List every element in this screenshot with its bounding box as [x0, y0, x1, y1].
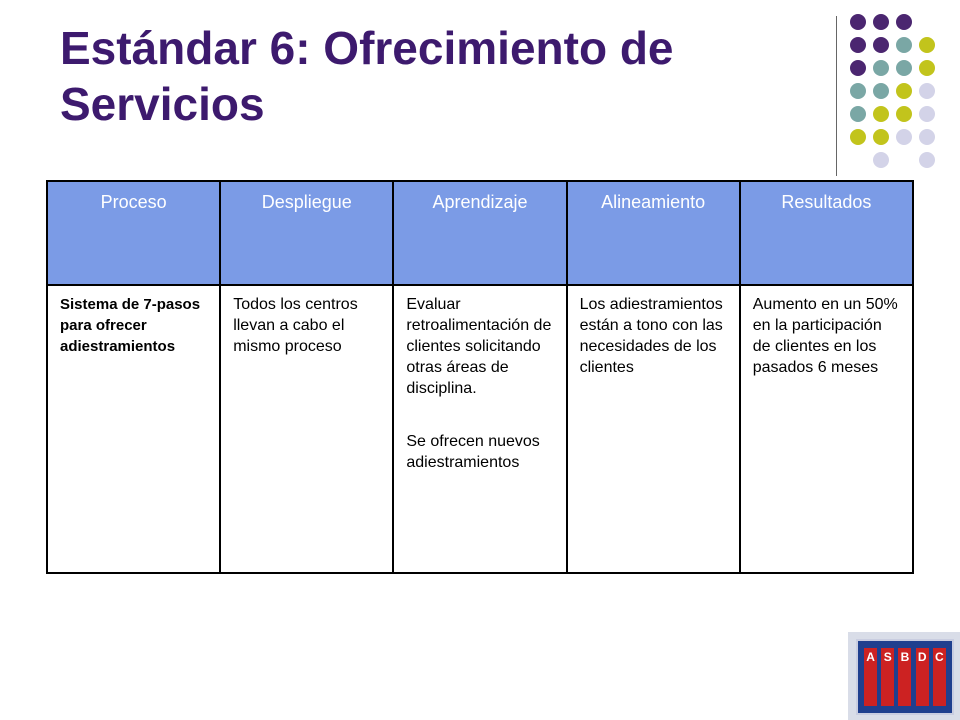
decorative-dot — [896, 60, 912, 76]
decorative-dot — [850, 129, 866, 145]
slide-title: Estándar 6: Ofrecimiento de Servicios — [60, 22, 674, 130]
decorative-dot — [919, 129, 935, 145]
header-proceso: Proceso — [47, 181, 220, 285]
decorative-dot — [896, 37, 912, 53]
table-row — [47, 285, 913, 573]
table-header-row — [47, 181, 913, 285]
decorative-dot — [919, 83, 935, 99]
header-alineamiento: Alineamiento — [567, 181, 740, 285]
decorative-dot — [850, 60, 866, 76]
cell-aprendizaje-paragraph-1: Evaluar retroalimentación de clientes solicitando otras áreas de disciplina. — [406, 296, 552, 397]
cell-aprendizaje-paragraph-2: Se ofrecen nuevos adiestramientos — [406, 433, 540, 471]
decorative-dot — [873, 60, 889, 76]
cell-resultados: Aumento en un 50% en la participación de clientes en los pasados 6 meses — [740, 285, 913, 573]
cell-alineamiento: Los adiestramientos están a tono con las necesidades de los clientes — [567, 285, 740, 573]
decorative-dot — [850, 83, 866, 99]
decorative-dot — [919, 106, 935, 122]
logo-letter: D — [916, 648, 929, 706]
logo-letter: B — [898, 648, 911, 706]
decorative-dot — [873, 83, 889, 99]
decorative-dot — [850, 106, 866, 122]
asbdc-logo — [848, 632, 960, 720]
decorative-dot — [896, 106, 912, 122]
cell-aprendizaje — [393, 285, 566, 573]
divider-line — [836, 16, 837, 176]
logo-letter: S — [881, 648, 894, 706]
header-resultados: Resultados — [740, 181, 913, 285]
logo-letter: A — [864, 648, 877, 706]
asbdc-logo-badge — [856, 639, 954, 715]
decorative-dot — [896, 129, 912, 145]
logo-letter: C — [933, 648, 946, 706]
decorative-dot — [850, 37, 866, 53]
decorative-dot — [919, 37, 935, 53]
decorative-dot — [919, 60, 935, 76]
decorative-dot — [873, 37, 889, 53]
decorative-dot — [896, 83, 912, 99]
decorative-dot — [873, 152, 889, 168]
header-despliegue: Despliegue — [220, 181, 393, 285]
standards-table — [46, 180, 914, 574]
decorative-dot — [873, 129, 889, 145]
decorative-dot — [873, 14, 889, 30]
decorative-dot — [896, 14, 912, 30]
decorative-dot — [873, 106, 889, 122]
decorative-dot — [850, 14, 866, 30]
cell-despliegue: Todos los centros llevan a cabo el mismo proceso — [220, 285, 393, 573]
decorative-dot — [919, 152, 935, 168]
header-aprendizaje: Aprendizaje — [393, 181, 566, 285]
cell-proceso: Sistema de 7-pasos para ofrecer adiestramientos — [47, 285, 220, 573]
